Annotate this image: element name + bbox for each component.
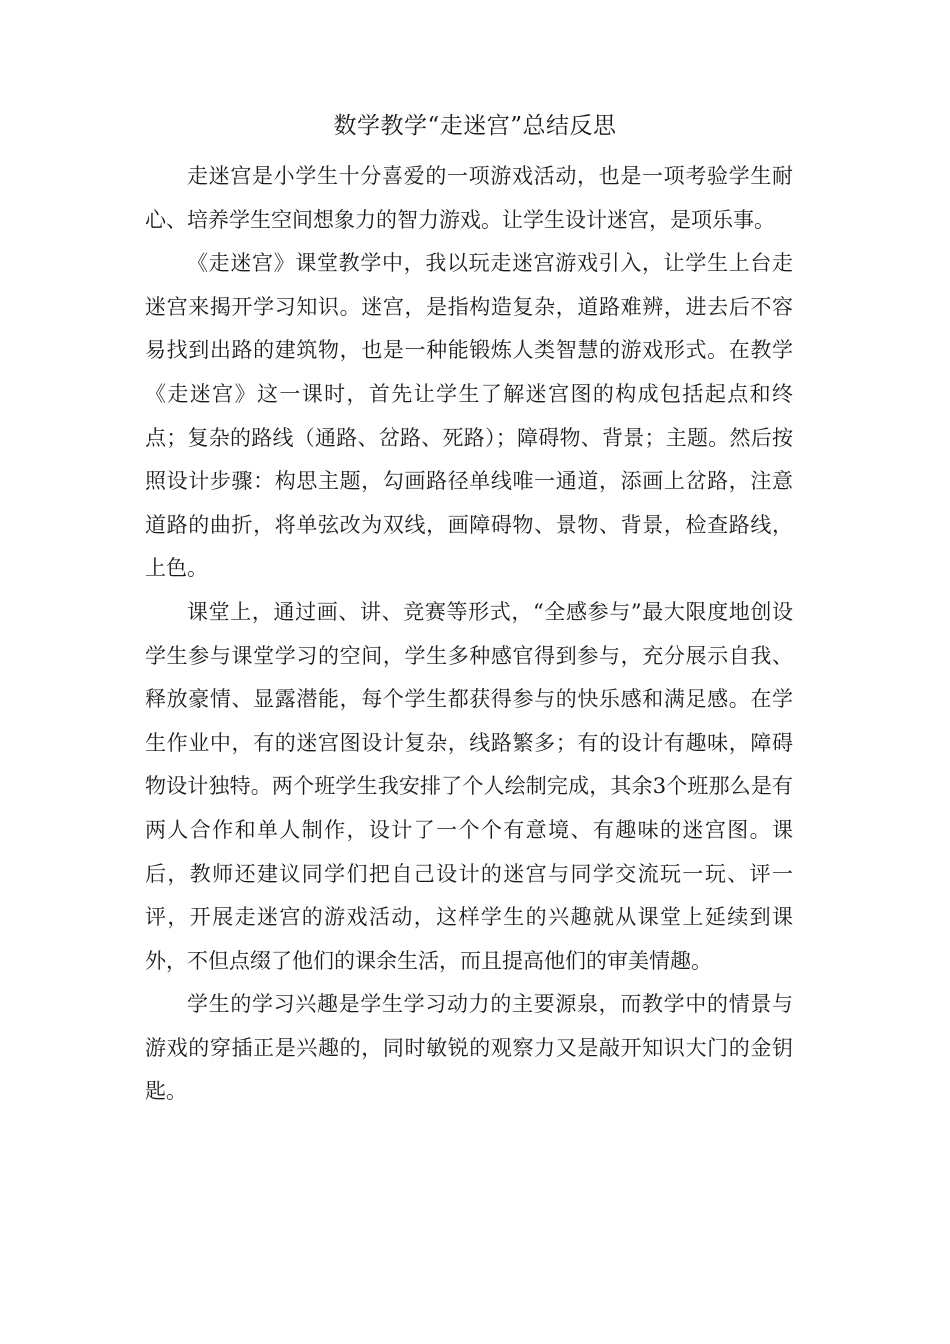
paragraph-classroom: 课堂上，通过画、讲、竞赛等形式，“全感参与”最大限度地创设学生参与课堂学习的空间，学生多种感官得到参与，充分展示自我、释放豪情、显露潜能，每个学生都获得参与的快乐感和满足感。在学生作业中，有的迷宫图设计复杂，线路繁多；有的设计有趣味，障碍物设计独特。两个班学生我安排了个人绘制完成，其余3个班那么是有两人合作和单人制作，设计了一个个有意境、有趣味的迷宫图。课后，教师还建议同学们把自己设计的迷宫与同学交流玩一玩、评一评，开展走迷宫的游戏活动，这样学生的兴趣就从课堂上延续到课外，不但点缀了他们的课余生活，而且提高他们的审美情趣。 — [145, 599, 793, 973]
paragraph-conclusion: 学生的学习兴趣是学生学习动力的主要源泉，而教学中的情景与游戏的穿插正是兴趣的，同时敏锐的观察力又是敲开知识大门的金钥匙。 — [145, 992, 793, 1104]
document-title: 数学教学“走迷宫”总结反思 — [333, 113, 617, 139]
document-body — [145, 155, 793, 1114]
paragraph-lesson: 《走迷宫》课堂教学中，我以玩走迷宫游戏引入，让学生上台走迷宫来揭开学习知识。迷宫，是指构造复杂，道路难辨，进去后不容易找到出路的建筑物，也是一种能锻炼人类智慧的游戏形式。在教学《走迷宫》这一课时，首先让学生了解迷宫图的构成包括起点和终点；复杂的路线（通路、岔路、死路）；障碍物、背景；主题。然后按照设计步骤：构思主题，勾画路径单线唯一通道，添画上岔路，注意道路的曲折，将单弦改为双线，画障碍物、景物、背景，检查路线，上色。 — [145, 251, 793, 581]
paragraph-intro: 走迷宫是小学生十分喜爱的一项游戏活动，也是一项考验学生耐心、培养学生空间想象力的智力游戏。让学生设计迷宫，是项乐事。 — [145, 164, 793, 232]
